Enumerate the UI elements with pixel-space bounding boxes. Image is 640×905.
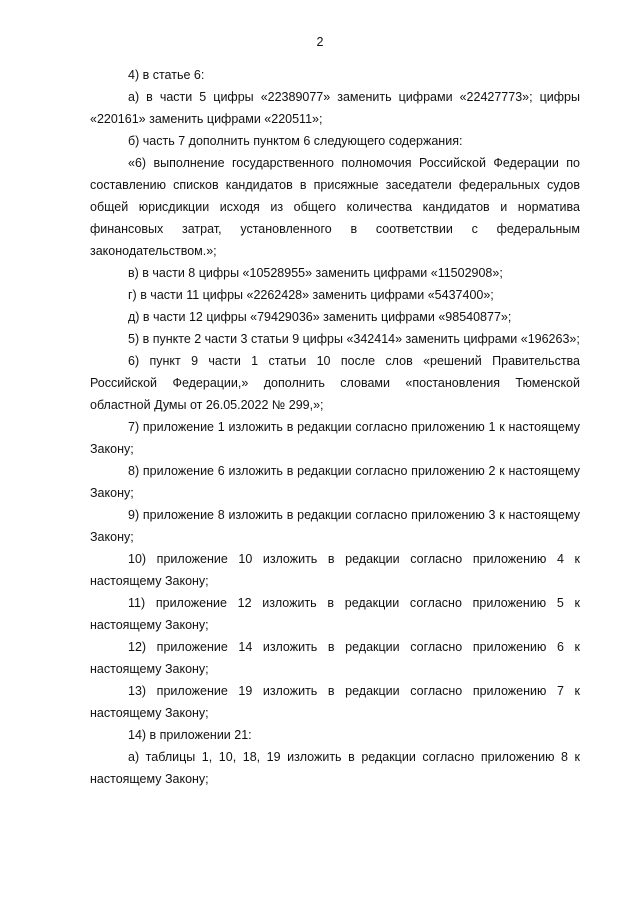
paragraph-article-6: 4) в статье 6: <box>128 68 205 82</box>
paragraph-item-8: 8) приложение 6 изложить в редакции согласно приложению 2 к настоящему Закону; <box>90 464 580 500</box>
paragraph-item-13: 13) приложение 19 изложить в редакции согласно приложению 7 к настоящему Закону; <box>90 684 580 720</box>
paragraph-item-12: 12) приложение 14 изложить в редакции согласно приложению 6 к настоящему Закону; <box>90 640 580 676</box>
paragraph-item-10: 10) приложение 10 изложить в редакции согласно приложению 4 к настоящему Закону; <box>90 552 580 588</box>
paragraph-item-5: 5) в пункте 2 части 3 статьи 9 цифры «342414» заменить цифрами «196263»; <box>128 332 580 346</box>
paragraph-6d: д) в части 12 цифры «79429036» заменить цифрами «98540877»; <box>128 310 512 324</box>
paragraph-14a: а) таблицы 1, 10, 18, 19 изложить в редакции согласно приложению 8 к настоящему Закону; <box>90 750 580 786</box>
paragraph-quoted-item-6: «6) выполнение государственного полномочия Российской Федерации по составлению списков кандидатов в присяжные заседатели федеральных судов общей юрисдикции исходя из общего количества кандидатов и норматива финансовых затрат, установленного в соответствии с федеральным законодательством.»; <box>90 156 580 258</box>
page-number: 2 <box>316 35 324 49</box>
paragraph-6v: в) в части 8 цифры «10528955» заменить цифрами «11502908»; <box>128 266 503 280</box>
paragraph-item-6: 6) пункт 9 части 1 статьи 10 после слов «решений Правительства Российской Федерации,» дополнить словами «постановления Тюменской областной Думы от 26.05.2022 № 299,»; <box>90 354 580 412</box>
paragraph-item-9: 9) приложение 8 изложить в редакции согласно приложению 3 к настоящему Закону; <box>90 508 580 544</box>
paragraph-item-11: 11) приложение 12 изложить в редакции согласно приложению 5 к настоящему Закону; <box>90 596 580 632</box>
paragraph-item-14: 14) в приложении 21: <box>128 728 252 742</box>
paragraph-item-7: 7) приложение 1 изложить в редакции согласно приложению 1 к настоящему Закону; <box>90 420 580 456</box>
paragraph-6g: г) в части 11 цифры «2262428» заменить цифрами «5437400»; <box>128 288 494 302</box>
paragraph-6b: б) часть 7 дополнить пунктом 6 следующего содержания: <box>128 134 463 148</box>
document-body <box>90 64 580 790</box>
paragraph-6a: а) в части 5 цифры «22389077» заменить цифрами «22427773»; цифры «220161» заменить цифрами «220511»; <box>90 90 580 126</box>
